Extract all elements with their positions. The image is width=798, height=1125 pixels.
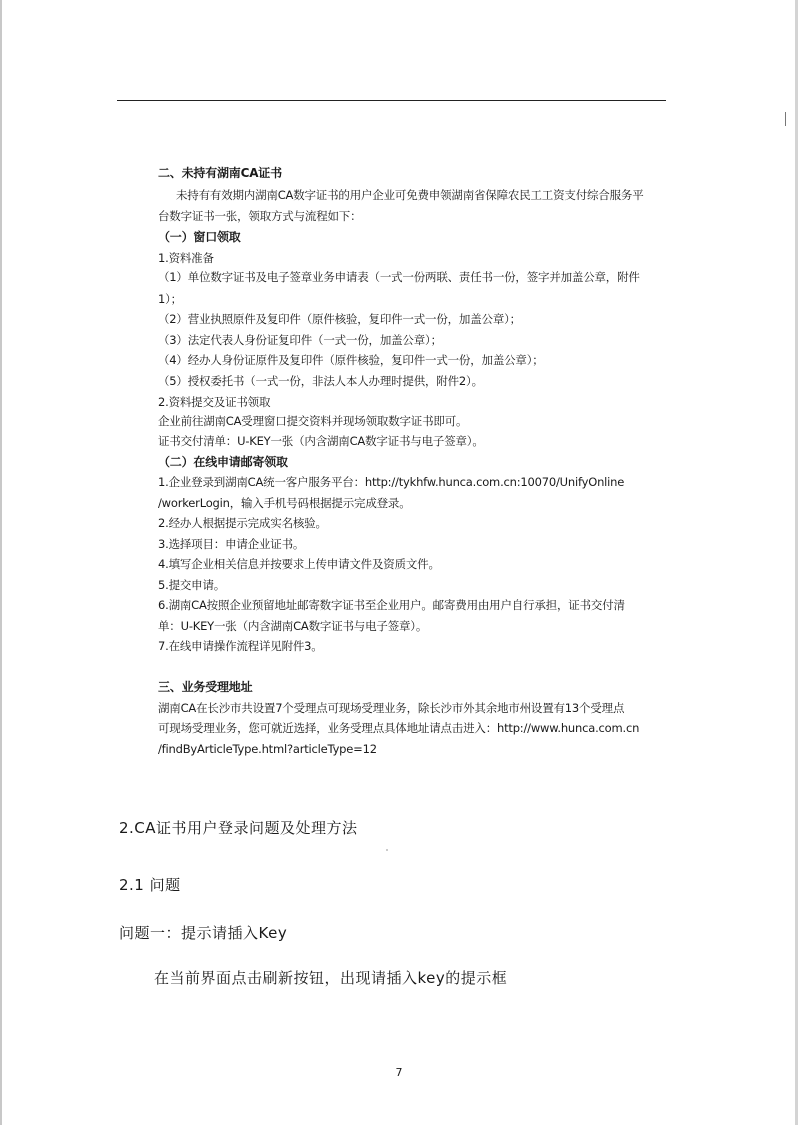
section-heading-address: 三、业务受理地址 (158, 680, 253, 694)
question-heading: 问题一：提示请插入Key (119, 924, 288, 942)
scan-corner-mark (785, 112, 792, 126)
material-item-2: （2）营业执照原件及复印件（原件核验，复印件一式一份，加盖公章）； (158, 312, 521, 326)
intro-line-2: 台数字证书一张，领取方式与流程如下： (158, 209, 362, 223)
material-item-3: （3）法定代表人身份证复印件（一式一份，加盖公章）； (158, 333, 442, 347)
address-line-1: 湖南CA在长沙市共设置7个受理点可现场受理业务，除长沙市外其余地市州设置有13个受理点 (158, 701, 625, 715)
online-step-2: 2.经办人根据提示完成实名核验。 (158, 516, 327, 530)
chapter-subheading: 2.1 问题 (119, 876, 181, 894)
address-line-3: /findByArticleType.html?articleType=12 (158, 742, 377, 756)
step-submit-and-collect: 2.资料提交及证书领取 (158, 395, 271, 409)
online-step-3: 3.选择项目：申请企业证书。 (158, 537, 305, 551)
step-prepare-materials: 1.资料准备 (158, 251, 214, 265)
chapter-title: 2.CA证书用户登录问题及处理方法 (119, 819, 358, 837)
online-step-6-cont: 单：U-KEY一张（内含湖南CA数字证书与电子签章）。 (158, 619, 428, 633)
delivery-list: 证书交付清单：U-KEY一张（内含湖南CA数字证书与电子签章）。 (158, 434, 484, 448)
material-item-5: （5）授权委托书（一式一份，非法人本人办理时提供，附件2）。 (158, 374, 483, 388)
material-item-4: （4）经办人身份证原件及复印件（原件核验，复印件一式一份，加盖公章）； (158, 353, 544, 367)
question-body: 在当前界面点击刷新按钮，出现请插入key的提示框 (154, 969, 508, 987)
material-item-1-cont: 1）； (158, 292, 182, 306)
online-step-1: 1.企业登录到湖南CA统一客户服务平台：http://tykhfw.hunca.com.cn:10070/UnifyOnline (158, 475, 625, 489)
intro-line-1: 未持有有效期内湖南CA数字证书的用户企业可免费申领湖南省保障农民工工资支付综合服务平 (176, 188, 644, 202)
online-step-5: 5.提交申请。 (158, 578, 226, 592)
subheading-window-pickup: （一）窗口领取 (158, 230, 241, 244)
online-step-7: 7.在线申请操作流程详见附件3。 (158, 639, 323, 653)
material-item-1: （1）单位数字证书及电子签章业务申请表（一式一份两联、责任书一份，签字并加盖公章，附件 (158, 270, 640, 284)
section-heading-no-ca-cert: 二、未持有湖南CA证书 (158, 166, 282, 180)
online-step-4: 4.填写企业相关信息并按要求上传申请文件及资质文件。 (158, 557, 440, 571)
scan-speck (386, 849, 388, 851)
subheading-online-mail: （二）在线申请邮寄领取 (158, 455, 288, 469)
submit-instruction: 企业前往湖南CA受理窗口提交资料并现场领取数字证书即可。 (158, 414, 468, 428)
online-step-1-cont: /workerLogin，输入手机号码根据提示完成登录。 (158, 496, 411, 510)
header-rule (117, 100, 666, 101)
online-step-6: 6.湖南CA按照企业预留地址邮寄数字证书至企业用户。邮寄费用由用户自行承担，证书交付清 (158, 598, 625, 612)
page-number: 7 (395, 1066, 403, 1079)
address-line-2: 可现场受理业务，您可就近选择，业务受理点具体地址请点击进入：http://www.hunca.com.cn (158, 721, 640, 735)
scan-edge-left (0, 0, 2, 1125)
